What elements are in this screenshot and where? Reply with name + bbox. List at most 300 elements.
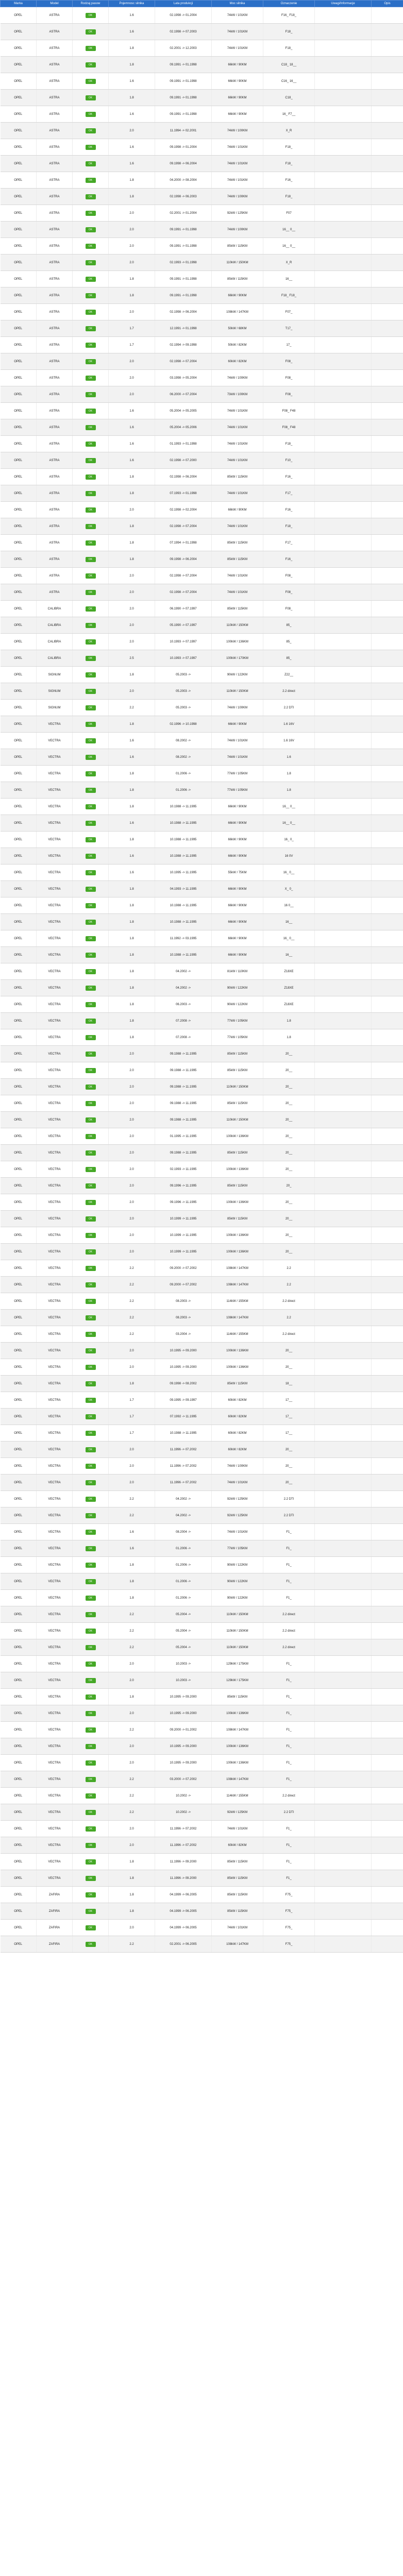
table-row[interactable] [1,1425,403,1442]
belt-type-badge[interactable]: OK [86,1381,96,1386]
table-row[interactable] [1,7,403,24]
belt-type-badge[interactable]: OK [86,1513,96,1518]
belt-type-badge[interactable]: OK [86,821,96,826]
table-row[interactable] [1,733,403,749]
table-row[interactable] [1,1656,403,1672]
cell-moc: 60kW / 82KM [212,1392,263,1409]
table-row[interactable] [1,963,403,980]
belt-type-badge[interactable]: OK [86,969,96,974]
belt-type-badge[interactable]: OK [86,557,96,562]
cell-marka: OPEL [1,1392,37,1409]
cell-rodzaj [73,1936,109,1953]
table-row[interactable] [1,1079,403,1095]
table-row[interactable] [1,1821,403,1837]
belt-type-badge[interactable]: OK [86,1150,96,1156]
belt-type-badge[interactable]: OK [86,1645,96,1650]
belt-type-badge[interactable]: OK [86,854,96,859]
table-row[interactable] [1,1639,403,1656]
cell-moc: 110kW / 150KM [212,1623,263,1639]
cell-rodzaj [73,1903,109,1920]
belt-type-badge[interactable]: OK [86,1497,96,1502]
belt-type-badge[interactable]: OK [86,573,96,579]
belt-type-badge[interactable]: OK [86,1942,96,1947]
cell-lata: 02.2001 -> 06.2005 [155,1936,212,1953]
belt-type-badge[interactable]: OK [86,738,96,743]
table-row[interactable] [1,1623,403,1639]
table-row[interactable] [1,1458,403,1475]
table-row[interactable] [1,271,403,287]
table-row[interactable] [1,667,403,683]
belt-type-badge[interactable]: OK [86,1299,96,1304]
belt-type-badge[interactable]: OK [86,95,96,100]
cell-oznaczenie: F1_ [263,1821,315,1837]
belt-type-badge[interactable]: OK [86,1101,96,1106]
belt-type-badge[interactable]: OK [86,1694,96,1700]
belt-type-badge[interactable]: OK [86,639,96,645]
table-row[interactable] [1,436,403,452]
table-row[interactable] [1,386,403,403]
table-row[interactable] [1,1491,403,1507]
belt-type-badge[interactable]: OK [86,178,96,183]
belt-type-badge[interactable]: OK [86,376,96,381]
belt-type-badge[interactable]: OK [86,277,96,282]
belt-type-badge[interactable]: OK [86,425,96,430]
belt-type-badge[interactable]: OK [86,46,96,51]
belt-type-badge[interactable]: OK [86,1084,96,1090]
belt-type-badge[interactable]: OK [86,458,96,463]
belt-type-badge[interactable]: OK [86,1348,96,1353]
cell-pojemnosc: 1.6 [109,733,155,749]
belt-type-badge[interactable]: OK [86,1892,96,1897]
table-row[interactable] [1,716,403,733]
table-row[interactable] [1,1343,403,1359]
table-row[interactable] [1,337,403,353]
cell-opis [372,222,403,238]
belt-type-badge[interactable]: OK [86,1266,96,1271]
table-row[interactable] [1,123,403,139]
belt-type-badge[interactable]: OK [86,1068,96,1073]
belt-type-badge[interactable]: OK [86,145,96,150]
table-row[interactable] [1,403,403,419]
table-row[interactable] [1,90,403,106]
cell-lata: 08.2004 -> [155,1524,212,1540]
belt-type-badge[interactable]: OK [86,1464,96,1469]
belt-type-badge[interactable]: OK [86,1925,96,1930]
belt-type-badge[interactable]: OK [86,953,96,958]
table-row[interactable] [1,1310,403,1326]
belt-type-badge[interactable]: OK [86,804,96,809]
belt-type-badge[interactable]: OK [86,1117,96,1123]
cell-marka: OPEL [1,370,37,386]
cell-moc: 74kW / 101KM [212,584,263,601]
belt-type-badge[interactable]: OK [86,1793,96,1799]
table-row[interactable] [1,1029,403,1046]
belt-type-badge[interactable]: OK [86,1002,96,1007]
belt-type-badge[interactable]: OK [86,1035,96,1040]
table-row[interactable] [1,749,403,766]
belt-type-badge[interactable]: OK [86,1727,96,1733]
belt-type-badge[interactable]: OK [86,244,96,249]
belt-type-badge[interactable]: OK [86,128,96,133]
table-row[interactable] [1,73,403,90]
cell-model: VECTRA [37,1821,73,1837]
belt-type-badge[interactable]: OK [86,887,96,892]
belt-type-badge[interactable]: OK [86,1200,96,1205]
table-row[interactable] [1,683,403,700]
belt-type-badge[interactable]: OK [86,689,96,694]
belt-type-badge[interactable]: OK [86,293,96,298]
table-row[interactable] [1,304,403,320]
table-row[interactable] [1,930,403,947]
cell-oznaczenie: 20__ [263,1244,315,1260]
table-row[interactable] [1,106,403,123]
table-row[interactable] [1,57,403,73]
table-row[interactable] [1,156,403,172]
table-row[interactable] [1,1244,403,1260]
cell-uwagi [315,1392,372,1409]
table-row[interactable] [1,1178,403,1194]
table-row[interactable] [1,1788,403,1804]
belt-type-badge[interactable]: OK [86,1678,96,1683]
belt-type-badge[interactable]: OK [86,788,96,793]
table-row[interactable] [1,1277,403,1293]
table-row[interactable] [1,1409,403,1425]
belt-type-badge[interactable]: OK [86,1480,96,1485]
table-row[interactable] [1,287,403,304]
belt-type-badge[interactable]: OK [86,1134,96,1139]
header-oznaczenie: Oznaczenie [263,1,315,7]
belt-type-badge[interactable]: OK [86,1546,96,1551]
belt-type-badge[interactable]: OK [86,1843,96,1848]
cell-model: VECTRA [37,1705,73,1722]
belt-type-badge[interactable]: OK [86,227,96,232]
cell-pojemnosc: 2.0 [109,238,155,255]
table-row[interactable] [1,617,403,634]
cell-marka: OPEL [1,766,37,782]
belt-type-badge[interactable]: OK [86,1744,96,1749]
table-row[interactable] [1,1606,403,1623]
table-row[interactable] [1,1260,403,1277]
belt-type-badge[interactable]: OK [86,1365,96,1370]
cell-lata: 05.2004 -> [155,1639,212,1656]
table-row[interactable] [1,1672,403,1689]
table-row[interactable] [1,1920,403,1936]
cell-rodzaj [73,551,109,568]
table-row[interactable] [1,535,403,551]
table-row[interactable] [1,172,403,189]
belt-type-badge[interactable]: OK [86,409,96,414]
belt-type-badge[interactable]: OK [86,161,96,166]
table-row[interactable] [1,452,403,469]
belt-type-badge[interactable]: OK [86,936,96,941]
table-row[interactable] [1,650,403,667]
cell-lata: 10.1999 -> 11.1995 [155,1244,212,1260]
table-row[interactable] [1,222,403,238]
belt-type-badge[interactable]: OK [86,755,96,760]
belt-type-badge[interactable]: OK [86,524,96,529]
cell-rodzaj [73,1755,109,1771]
belt-type-badge[interactable]: OK [86,672,96,677]
cell-opis [372,601,403,617]
table-row[interactable] [1,469,403,485]
table-row[interactable] [1,897,403,914]
table-row[interactable] [1,1293,403,1310]
cell-oznaczenie: F08_ F48 [263,403,315,419]
table-row[interactable] [1,1095,403,1112]
table-row[interactable] [1,1442,403,1458]
belt-type-badge[interactable]: OK [86,1711,96,1716]
cell-model: ASTRA [37,90,73,106]
table-row[interactable] [1,1722,403,1738]
belt-type-badge[interactable]: OK [86,1216,96,1222]
belt-type-badge[interactable]: OK [86,837,96,842]
table-row[interactable] [1,601,403,617]
belt-type-badge[interactable]: OK [86,112,96,117]
cell-model: VECTRA [37,1722,73,1738]
cell-uwagi [315,1095,372,1112]
table-row[interactable] [1,1573,403,1590]
table-row[interactable] [1,1887,403,1903]
table-row[interactable] [1,353,403,370]
table-row[interactable] [1,1936,403,1953]
belt-type-badge[interactable]: OK [86,310,96,315]
belt-type-badge[interactable]: OK [86,1249,96,1255]
table-row[interactable] [1,1112,403,1128]
cell-rodzaj [73,1359,109,1376]
table-row[interactable] [1,189,403,205]
cell-lata: 03.2004 -> [155,1326,212,1343]
belt-type-badge[interactable]: OK [86,1414,96,1419]
belt-type-badge[interactable]: OK [86,1315,96,1320]
belt-type-badge[interactable]: OK [86,705,96,710]
table-row[interactable] [1,419,403,436]
table-row[interactable] [1,24,403,40]
belt-type-badge[interactable]: OK [86,211,96,216]
table-row[interactable] [1,947,403,963]
table-row[interactable] [1,518,403,535]
table-row[interactable] [1,1854,403,1870]
belt-type-badge[interactable]: OK [86,1612,96,1617]
belt-type-badge[interactable]: OK [86,986,96,991]
table-row[interactable] [1,238,403,255]
belt-type-badge[interactable]: OK [86,920,96,925]
cell-pojemnosc: 2.0 [109,1705,155,1722]
table-row[interactable] [1,370,403,386]
cell-model: ASTRA [37,7,73,24]
table-row[interactable] [1,881,403,897]
belt-type-badge[interactable]: OK [86,260,96,265]
table-row[interactable] [1,1590,403,1606]
cell-oznaczenie: 16_ 0__ [263,930,315,947]
cell-pojemnosc: 2.0 [109,370,155,386]
cell-opis [372,238,403,255]
table-row[interactable] [1,1013,403,1029]
cell-opis [372,1656,403,1672]
cell-oznaczenie: X_R [263,123,315,139]
table-row[interactable] [1,1870,403,1887]
table-row[interactable] [1,1903,403,1920]
belt-type-badge[interactable]: OK [86,29,96,35]
table-row[interactable] [1,1046,403,1062]
belt-type-badge[interactable]: OK [86,1233,96,1238]
table-row[interactable] [1,320,403,337]
table-row[interactable] [1,205,403,222]
belt-type-badge[interactable]: OK [86,606,96,612]
belt-type-badge[interactable]: OK [86,62,96,67]
cell-pojemnosc: 1.8 [109,996,155,1013]
table-row[interactable] [1,1211,403,1227]
cell-opis [372,1606,403,1623]
table-row[interactable] [1,1755,403,1771]
belt-type-badge[interactable]: OK [86,359,96,364]
table-row[interactable] [1,1062,403,1079]
belt-type-badge[interactable]: OK [86,1019,96,1024]
belt-type-badge[interactable]: OK [86,1909,96,1914]
table-row[interactable] [1,996,403,1013]
cell-uwagi [315,1788,372,1804]
belt-type-badge[interactable]: OK [86,194,96,199]
belt-type-badge[interactable]: OK [86,343,96,348]
belt-type-badge[interactable]: OK [86,442,96,447]
table-row[interactable] [1,865,403,881]
table-row[interactable] [1,1540,403,1557]
table-row[interactable] [1,1227,403,1244]
table-row[interactable] [1,914,403,930]
table-row[interactable] [1,1689,403,1705]
belt-type-badge[interactable]: OK [86,1282,96,1287]
cell-pojemnosc: 2.0 [109,1442,155,1458]
cell-uwagi [315,832,372,848]
table-row[interactable] [1,1507,403,1524]
table-row[interactable] [1,848,403,865]
cell-rodzaj [73,667,109,683]
cell-pojemnosc: 1.8 [109,832,155,848]
belt-type-badge[interactable]: OK [86,722,96,727]
belt-type-badge[interactable]: OK [86,590,96,595]
belt-type-badge[interactable]: OK [86,1826,96,1832]
belt-type-badge[interactable]: OK [86,507,96,513]
table-row[interactable] [1,1771,403,1788]
table-row[interactable] [1,1359,403,1376]
table-row[interactable] [1,815,403,832]
table-row[interactable] [1,1705,403,1722]
belt-type-badge[interactable]: OK [86,656,96,661]
belt-type-badge[interactable]: OK [86,1563,96,1568]
belt-type-badge[interactable]: OK [86,1876,96,1881]
belt-type-badge[interactable]: OK [86,1662,96,1667]
table-row[interactable] [1,700,403,716]
belt-type-badge[interactable]: OK [86,1431,96,1436]
belt-type-badge[interactable]: OK [86,1183,96,1189]
belt-type-badge[interactable]: OK [86,1447,96,1452]
cell-lata: 03.2000 -> 07.2002 [155,1771,212,1788]
belt-type-badge[interactable]: OK [86,771,96,776]
table-row[interactable] [1,502,403,518]
belt-type-badge[interactable]: OK [86,392,96,397]
belt-type-badge[interactable]: OK [86,1579,96,1584]
belt-type-badge[interactable]: OK [86,1052,96,1057]
belt-type-badge[interactable]: OK [86,1398,96,1403]
belt-type-badge[interactable]: OK [86,79,96,84]
table-row[interactable] [1,1475,403,1491]
belt-type-badge[interactable]: OK [86,1760,96,1766]
cell-uwagi [315,1442,372,1458]
belt-type-badge[interactable]: OK [86,1167,96,1172]
table-row[interactable] [1,255,403,271]
cell-lata: 02.1998 -> 06.2004 [155,469,212,485]
cell-marka: OPEL [1,1029,37,1046]
belt-type-badge[interactable]: OK [86,326,96,331]
belt-type-badge[interactable]: OK [86,1629,96,1634]
table-row[interactable] [1,1524,403,1540]
table-row[interactable] [1,634,403,650]
cell-lata: 10.1995 -> 09.2000 [155,1359,212,1376]
table-row[interactable] [1,782,403,799]
belt-type-badge[interactable]: OK [86,623,96,628]
cell-pojemnosc: 1.8 [109,518,155,535]
cell-oznaczenie: F75_ [263,1920,315,1936]
belt-type-badge[interactable]: OK [86,1530,96,1535]
cell-rodzaj [73,1854,109,1870]
cell-rodzaj [73,436,109,452]
belt-type-badge[interactable]: OK [86,1777,96,1782]
table-row[interactable] [1,1738,403,1755]
table-row[interactable] [1,1837,403,1854]
cell-pojemnosc: 1.8 [109,667,155,683]
belt-type-badge[interactable]: OK [86,13,96,18]
belt-type-badge[interactable]: OK [86,474,96,480]
table-row[interactable] [1,1326,403,1343]
belt-type-badge[interactable]: OK [86,1332,96,1337]
table-row[interactable] [1,766,403,782]
belt-type-badge[interactable]: OK [86,1859,96,1865]
belt-type-badge[interactable]: OK [86,540,96,546]
table-row[interactable] [1,1128,403,1145]
belt-type-badge[interactable]: OK [86,1810,96,1815]
cell-oznaczenie: 1.6 [263,749,315,766]
table-row[interactable] [1,1804,403,1821]
belt-type-badge[interactable]: OK [86,1596,96,1601]
table-row[interactable] [1,1161,403,1178]
cell-opis [372,667,403,683]
cell-pojemnosc: 1.8 [109,930,155,947]
cell-marka: OPEL [1,287,37,304]
table-row[interactable] [1,139,403,156]
table-row[interactable] [1,1376,403,1392]
table-row[interactable] [1,584,403,601]
belt-type-badge[interactable]: OK [86,903,96,908]
table-row[interactable] [1,1557,403,1573]
table-row[interactable] [1,1194,403,1211]
table-row[interactable] [1,40,403,57]
table-row[interactable] [1,485,403,502]
cell-pojemnosc: 2.0 [109,1211,155,1227]
cell-moc: 66kW / 90KM [212,947,263,963]
belt-type-badge[interactable]: OK [86,491,96,496]
cell-model: ZAFIRA [37,1936,73,1953]
table-row[interactable] [1,1145,403,1161]
belt-type-badge[interactable]: OK [86,870,96,875]
cell-uwagi [315,189,372,205]
table-row[interactable] [1,980,403,996]
cell-oznaczenie: Z18XE [263,963,315,980]
cell-oznaczenie: F75_ [263,1887,315,1903]
table-row[interactable] [1,551,403,568]
table-row[interactable] [1,799,403,815]
table-row[interactable] [1,832,403,848]
table-row[interactable] [1,1392,403,1409]
table-row[interactable] [1,568,403,584]
